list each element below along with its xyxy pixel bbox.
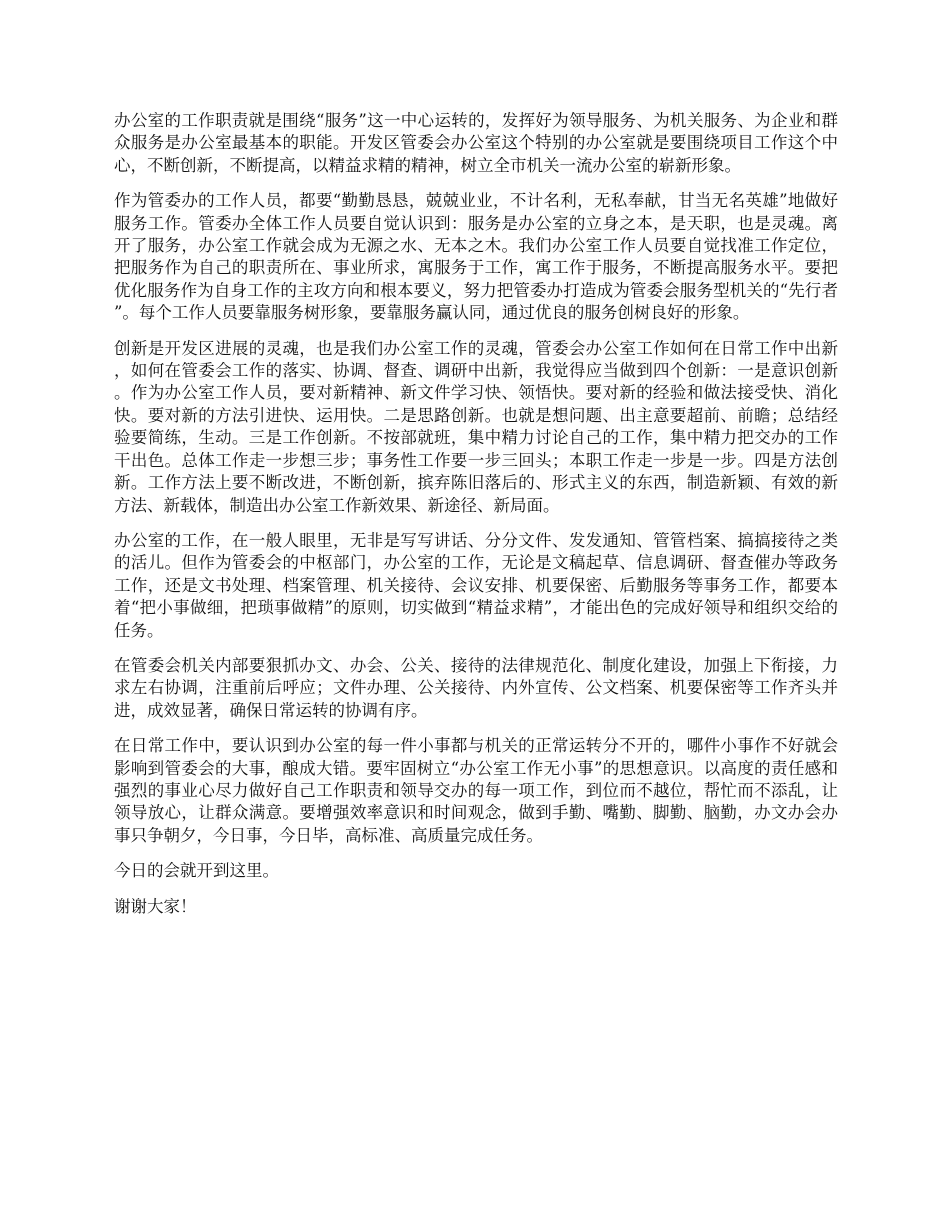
- paragraph-standardization: 在管委会机关内部要狠抓办文、办会、公关、接待的法律规范化、制度化建设，加强上下衔接，力求左右协调，注重前后呼应；文件办理、公关接待、内外宣传、公文档案、机要保密等工作齐头并进，成效显著，确保日常运转的协调有序。: [114, 655, 838, 720]
- document-body: [114, 110, 838, 931]
- paragraph-daily-work: 在日常工作中，要认识到办公室的每一件小事都与机关的正常运转分不开的，哪件小事作不好就会影响到管委会的大事，酿成大错。要牢固树立“办公室工作无小事”的思想意识。以高度的责任感和强烈的事业心尽力做好自己工作职责和领导交办的每一项工作，到位而不越位，帮忙而不添乱，让领导放心，让群众满意。要增强效率意识和时间观念，做到手勤、嘴勤、脚勤、脑勤，办文办会办事只争朝夕，今日事，今日毕，高标准、高质量完成任务。: [114, 736, 838, 845]
- paragraph-service-duty: 办公室的工作职责就是围绕“服务”这一中心运转的，发挥好为领导服务、为机关服务、为企业和群众服务是办公室最基本的职能。开发区管委会办公室这个特别的办公室就是要围绕项目工作这个中心，不断创新，不断提高，以精益求精的精神，树立全市机关一流办公室的崭新形象。: [114, 111, 838, 175]
- paragraph-office-work: 办公室的工作，在一般人眼里，无非是写写讲话、分分文件、发发通知、管管档案、搞搞接待之类的活儿。但作为管委会的中枢部门，办公室的工作，无论是文稿起草、信息调研、督查催办等政务工作，还是文书处理、档案管理、机关接待、会议安排、机要保密、后勤服务等事务工作，都要本着“把小事做细，把琐事做精”的原则，切实做到“精益求精”，才能出色的完成好领导和组织交给的任务。: [114, 530, 838, 640]
- paragraph-staff-service: 作为管委办的工作人员，都要“勤勤恳恳，兢兢业业，不计名利，无私奉献，甘当无名英雄”地做好服务工作。管委办全体工作人员要自觉认识到：服务是办公室的立身之本，是天职，也是灵魂。离开了服务，办公室工作就会成为无源之水、无本之木。我们办公室工作人员要自觉找准工作定位，把服务作为自己的职责所在、事业所求，寓服务于工作，寓工作于服务，不断提高服务水平。要把优化服务作为自身工作的主攻方向和根本要义，努力把管委办打造成为管委会服务型机关的“先行者”。每个工作人员要靠服务树形象，要靠服务赢认同，通过优良的服务创树良好的形象。: [114, 191, 838, 323]
- paragraph-closing: 今日的会就开到这里。: [114, 861, 279, 881]
- paragraph-thanks: 谢谢大家！: [114, 896, 197, 916]
- paragraph-innovation: 创新是开发区进展的灵魂，也是我们办公室工作的灵魂，管委会办公室工作如何在日常工作中出新，如何在管委会工作的落实、协调、督查、调研中出新，我觉得应当做到四个创新：一是意识创新。作为办公室工作人员，要对新精神、新文件学习快、领悟快。要对新的经验和做法接受快、消化快。要对新的方法引进快、运用快。二是思路创新。也就是想问题、出主意要超前、前瞻；总结经验要简练，生动。三是工作创新。不按部就班，集中精力讨论自己的工作，集中精力把交办的工作干出色。总体工作走一步想三步；事务性工作要一步三回头；本职工作走一步是一步。四是方法创新。工作方法上要不断改进，不断创新，摈弃陈旧落后的、形式主义的东西，制造新颖、有效的新方法、新载体，制造出办公室工作新效果、新途径、新局面。: [114, 338, 838, 515]
